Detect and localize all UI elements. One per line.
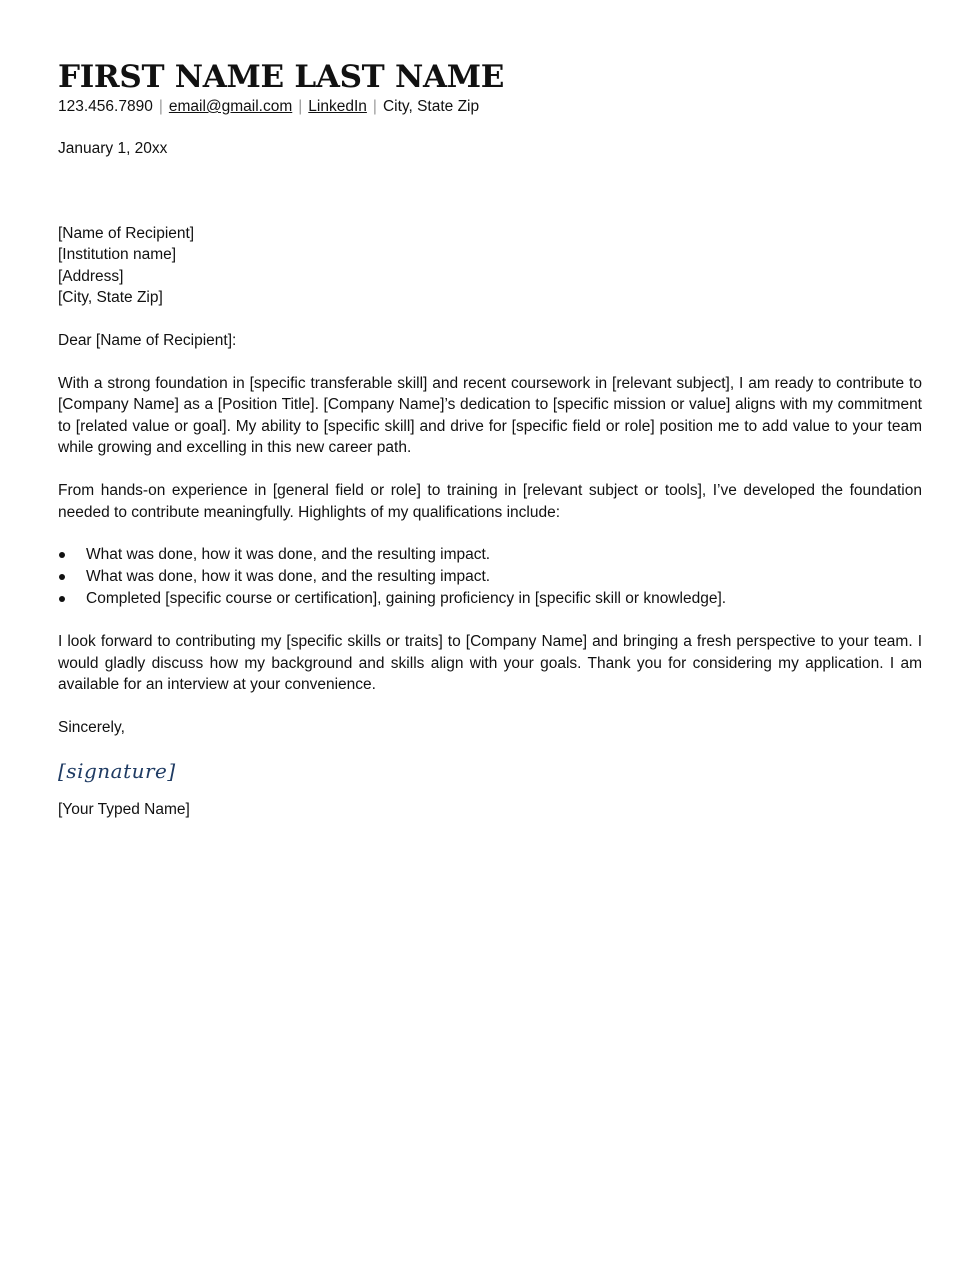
- applicant-name: FIRST NAME LAST NAME: [58, 59, 505, 95]
- list-item-text: What was done, how it was done, and the resulting impact.: [86, 546, 491, 564]
- contact-line: [58, 96, 922, 118]
- separator: |: [298, 98, 303, 115]
- recipient-address: [Address]: [58, 267, 124, 285]
- list-item-text: What was done, how it was done, and the resulting impact.: [86, 568, 491, 586]
- list-item-text: Completed [specific course or certification], gaining proficiency in [specific skill or knowledge].: [86, 590, 727, 608]
- qualifications-list: [58, 544, 922, 610]
- list-item: [58, 588, 922, 610]
- list-item: [58, 566, 922, 588]
- phone-number: 123.456.7890: [58, 98, 153, 115]
- signature: [signature]: [58, 758, 176, 783]
- bullet-icon: [59, 552, 65, 558]
- recipient-city: [City, State Zip]: [58, 289, 163, 307]
- cover-letter-page: [58, 58, 922, 820]
- linkedin-link[interactable]: LinkedIn: [308, 98, 367, 115]
- list-item: [58, 544, 922, 566]
- recipient-block: [58, 223, 922, 309]
- body-paragraph-intro: With a strong foundation in [specific transferable skill] and recent coursework in [relevant subject], I am ready to contribute to [Company Name] as a [Position Title]. [Company Name]’s dedication to [specific mission or value] aligns with my commitment to [related value or goal]. My ability to [specific skill] and drive for [specific field or role] position me to add value to your team while growing and excelling in this new career path.: [58, 374, 922, 457]
- bullet-icon: [59, 574, 65, 580]
- email-link[interactable]: email@gmail.com: [168, 98, 293, 115]
- typed-name: [Your Typed Name]: [58, 800, 190, 818]
- closing-salutation: Sincerely,: [58, 718, 125, 736]
- recipient-name: [Name of Recipient]: [58, 224, 195, 242]
- bullet-icon: [59, 596, 65, 602]
- separator: |: [372, 98, 377, 115]
- location: City, State Zip: [382, 98, 480, 115]
- body-paragraph-qualifications: From hands-on experience in [general field or role] to training in [relevant subject or tools], I’ve developed the foundation needed to contribute meaningfully. Highlights of my qualifications include:: [58, 481, 922, 521]
- separator: |: [158, 98, 163, 115]
- recipient-institution: [Institution name]: [58, 246, 177, 264]
- body-paragraph-closing: I look forward to contributing my [specific skills or traits] to [Company Name] and bringing a fresh perspective to your team. I would gladly discuss how my background and skills align with your goals. Thank you for considering my application. I am available for an interview at your convenience.: [58, 633, 922, 694]
- greeting: Dear [Name of Recipient]:: [58, 331, 237, 349]
- letter-date: January 1, 20xx: [58, 140, 168, 157]
